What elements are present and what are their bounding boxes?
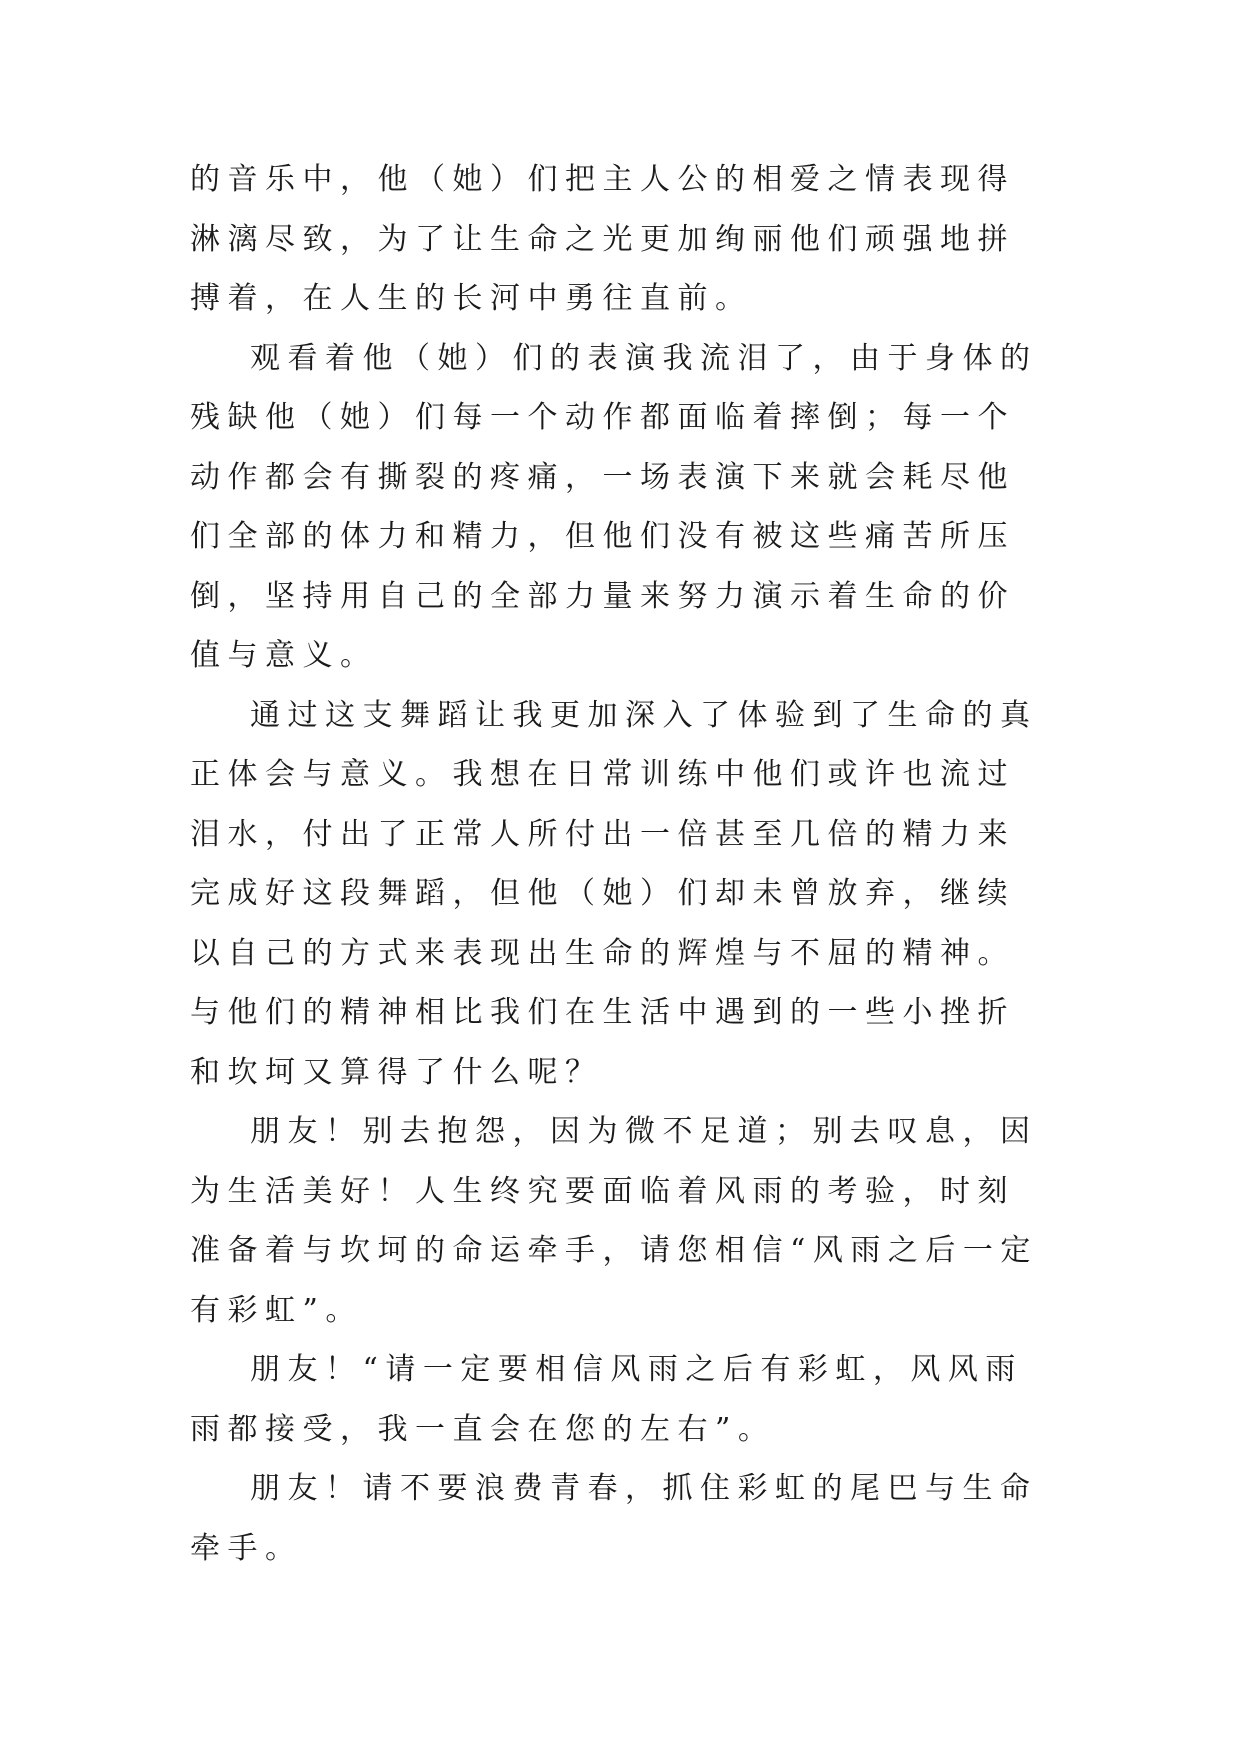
paragraph-5: 朋友！“请一定要相信风雨之后有彩虹，风风雨雨都接受，我一直会在您的左右”。 <box>190 1352 1023 1447</box>
paragraph-2: 观看着他（她）们的表演我流泪了，由于身体的残缺他（她）们每一个动作都面临着摔倒；每一个动作都会有撕裂的疼痛，一场表演下来就会耗尽他们全部的体力和精力，但他们没有被这些痛苦所压倒，坚持用自己的全部力量来努力演示着生命的价值与意义。 <box>190 340 1038 673</box>
paragraph-3: 通过这支舞蹈让我更加深入了体验到了生命的真正体会与意义。我想在日常训练中他们或许也流过泪水，付出了正常人所付出一倍甚至几倍的精力来完成好这段舞蹈，但他（她）们却未曾放弃，继续以自己的方式来表现出生命的辉煌与不屈的精神。与他们的精神相比我们在生活中遇到的一些小挫折和坎坷又算得了什么呢？ <box>190 697 1038 1090</box>
paragraph-1: 的音乐中，他（她）们把主人公的相爱之情表现得淋漓尽致，为了让生命之光更加绚丽他们顽强地拼搏着，在人生的长河中勇往直前。 <box>190 162 1015 316</box>
paragraph-4: 朋友！别去抱怨，因为微不足道；别去叹息，因为生活美好！人生终究要面临着风雨的考验，时刻准备着与坎坷的命运牵手，请您相信“风雨之后一定有彩虹”。 <box>190 1114 1038 1328</box>
paragraph-6: 朋友！请不要浪费青春，抓住彩虹的尾巴与生命牵手。 <box>190 1471 1038 1566</box>
document-body <box>190 150 1050 1578</box>
